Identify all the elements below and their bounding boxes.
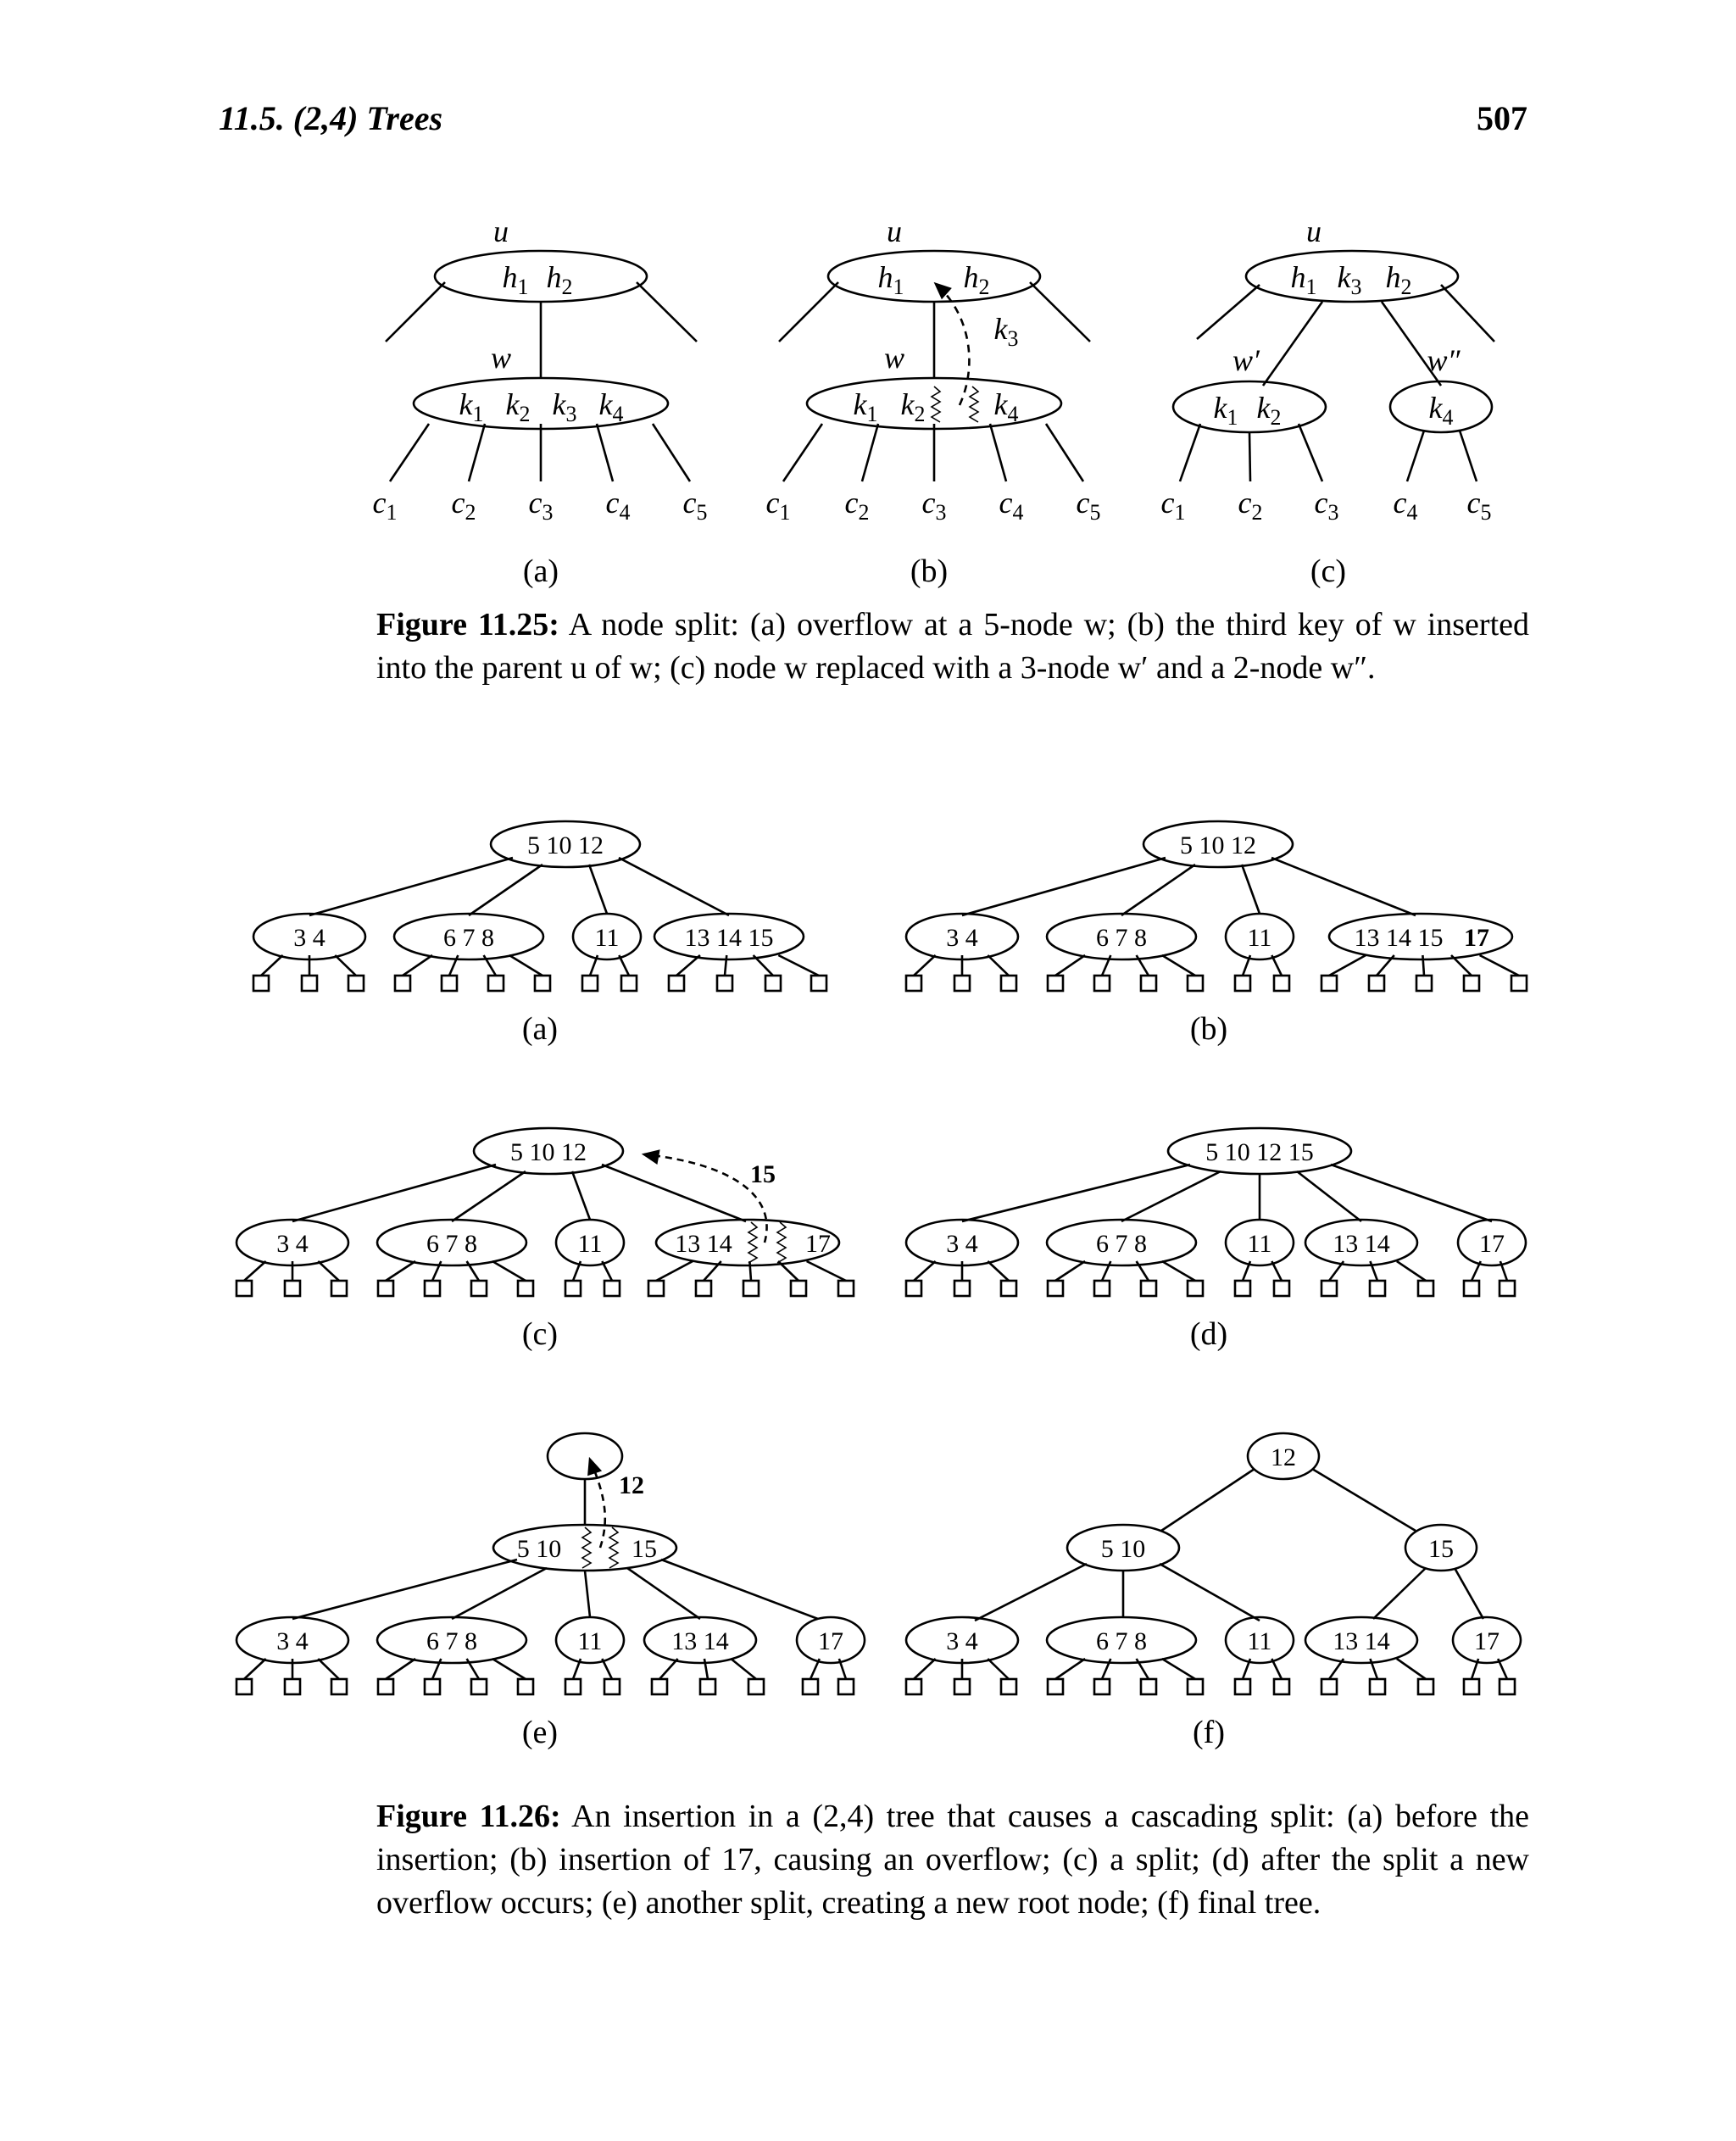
leaf-edge	[386, 1261, 415, 1281]
root-keys: 5 10 12 15	[1205, 1138, 1314, 1166]
node-keys: 11	[577, 1230, 603, 1258]
leaf-square	[1235, 976, 1250, 991]
tree-edge	[585, 1571, 590, 1617]
node-u	[828, 251, 1040, 302]
leaf-square	[1418, 1679, 1433, 1694]
leaf-square	[471, 1679, 487, 1694]
tree-edge	[469, 865, 542, 915]
leaf-edge	[619, 955, 629, 976]
child-edge	[390, 424, 429, 481]
child-c2: $c_2$	[1238, 486, 1263, 525]
panel-label-f: (f)	[1193, 1715, 1225, 1750]
child-edge	[653, 424, 690, 481]
node-keys: 6 7 8	[1096, 1627, 1147, 1655]
child-c3: $c_3$	[1314, 486, 1339, 525]
edge	[779, 282, 838, 342]
leaf-edge	[1498, 1659, 1507, 1679]
split-right-keys: 17	[805, 1230, 831, 1258]
leaf-square	[1370, 1679, 1385, 1694]
node-keys: 13 14 15	[1354, 924, 1444, 952]
tree-edge	[975, 1564, 1087, 1621]
leaf-edge	[1271, 1659, 1282, 1679]
tree-edge	[1161, 1469, 1255, 1531]
key-k4: $k_4$	[993, 387, 1019, 426]
leaf-edge	[1162, 1261, 1195, 1281]
leaf-edge	[1397, 1659, 1426, 1679]
leaf-square	[378, 1281, 393, 1296]
leaf-square	[1094, 1679, 1110, 1694]
node-w1	[1173, 381, 1326, 432]
leaf-square	[236, 1281, 252, 1296]
node-w	[414, 378, 668, 429]
edge	[1030, 282, 1090, 342]
tree-edge	[292, 1560, 517, 1619]
moved-key: 12	[619, 1471, 644, 1499]
leaf-edge	[1329, 1659, 1344, 1679]
leaf-square	[1048, 1679, 1063, 1694]
child-c2: $c_2$	[844, 486, 870, 525]
leaf-square	[1464, 1281, 1479, 1296]
leaf-edge	[244, 1261, 266, 1281]
child-c5: $c_5$	[1466, 486, 1492, 525]
leaf-square	[518, 1281, 533, 1296]
panel-label-c: (c)	[1310, 553, 1347, 589]
leaf-square	[331, 1281, 347, 1296]
leaf-square	[1321, 1679, 1337, 1694]
leaf-edge	[988, 955, 1009, 976]
leaf-square	[717, 976, 732, 991]
leaf-edge	[656, 1261, 693, 1281]
new-root-node	[548, 1433, 622, 1479]
leaf-edge	[749, 1261, 751, 1281]
figure-11-25-text: A node split: (a) overflow at a 5-node w; (b) the third key of w inserted into the parent u of w; (c) node w replaced with a 3-node w′ and a 2-node w″.	[376, 607, 1529, 686]
node-u-label: u	[887, 214, 902, 248]
leaf-edge	[602, 1261, 612, 1281]
leaf-square	[954, 976, 970, 991]
leaf-edge	[807, 1261, 846, 1281]
leaf-square	[378, 1679, 393, 1694]
leaf-edge	[914, 1659, 936, 1679]
node-keys: 3 4	[946, 1230, 978, 1258]
leaf-square	[425, 1679, 440, 1694]
split-zigzag-left	[932, 386, 940, 422]
split-left-keys: 5 10	[516, 1535, 562, 1563]
leaf-square	[1370, 1281, 1385, 1296]
leaf-square	[425, 1281, 440, 1296]
panel-label-b: (b)	[910, 553, 949, 589]
child-c4: $c_4$	[605, 486, 631, 525]
running-head-section: 11.5. (2,4) Trees	[219, 99, 443, 137]
leaf-edge	[403, 955, 432, 976]
leaf-edge	[1162, 1659, 1195, 1679]
tree-edge	[1373, 1568, 1426, 1619]
leaf-edge	[1271, 1261, 1282, 1281]
node-keys: 11	[1247, 924, 1272, 952]
leaf-square	[954, 1281, 970, 1296]
leaf-edge	[244, 1659, 266, 1679]
key-k1: $k_1$	[1213, 391, 1238, 430]
child-edge	[783, 424, 822, 481]
key-k1: $k_1$	[853, 387, 878, 426]
leaf-square	[652, 1679, 667, 1694]
leaf-edge	[1162, 955, 1195, 976]
moved-key: 15	[750, 1160, 776, 1188]
tree-edge	[1312, 1469, 1416, 1531]
edge	[1441, 285, 1494, 342]
leaf-edge	[602, 1659, 612, 1679]
leaf-square	[803, 1679, 818, 1694]
leaf-edge	[1422, 955, 1424, 976]
root-keys: 5 10 12	[510, 1138, 587, 1166]
leaf-square	[236, 1679, 252, 1694]
key-k4: $k_4$	[598, 387, 624, 426]
leaf-square	[696, 1281, 711, 1296]
leaf-edge	[1055, 1659, 1085, 1679]
leaf-square	[302, 976, 317, 991]
leaf-edge	[1055, 1261, 1085, 1281]
key-k2: $k_2$	[505, 387, 531, 426]
node-keys: 6 7 8	[443, 924, 494, 952]
node-w-label: w	[490, 341, 512, 375]
key-k4: $k_4$	[1428, 391, 1454, 430]
leaf-edge	[492, 1659, 526, 1679]
leaf-square	[535, 976, 550, 991]
panel-label-d: (d)	[1189, 1316, 1228, 1352]
tree-edge	[452, 1568, 547, 1619]
leaf-square	[906, 1281, 921, 1296]
leaf-square	[253, 976, 269, 991]
node-keys: 6 7 8	[1096, 1230, 1147, 1258]
node-w1-label: w′	[1232, 343, 1260, 377]
inserted-key: 17	[1464, 924, 1489, 952]
child-edge	[1180, 424, 1200, 481]
moved-key-k3: $k_3$	[993, 312, 1019, 351]
leaf-square	[285, 1679, 300, 1694]
leaf-edge	[676, 955, 700, 976]
node-keys: 13 14 15	[684, 924, 774, 952]
leaf-square	[285, 1281, 300, 1296]
tree-edge	[452, 1171, 526, 1221]
leaf-square	[1321, 1281, 1337, 1296]
key-h2: $h_2$	[1385, 260, 1412, 299]
leaf-square	[1188, 1679, 1203, 1694]
leaf-square	[906, 1679, 921, 1694]
figure-11-26-label: Figure 11.26:	[376, 1799, 561, 1834]
key-h1: $h_1$	[877, 260, 904, 299]
tree-edge	[1297, 1171, 1361, 1221]
tree-edge	[1331, 1165, 1492, 1221]
leaf-edge	[335, 955, 356, 976]
tree-edge	[1455, 1568, 1483, 1619]
node-keys: 3 4	[293, 924, 326, 952]
tree-edge	[589, 865, 607, 914]
mid-right-keys: 15	[1428, 1535, 1454, 1563]
node-keys: 13 14	[671, 1627, 729, 1655]
child-c3: $c_3$	[528, 486, 554, 525]
leaf-square	[1141, 1281, 1156, 1296]
leaf-square	[1464, 976, 1479, 991]
promotion-arrow-head	[644, 1151, 659, 1163]
node-keys: 3 4	[946, 924, 978, 952]
key-k1: $k_1$	[459, 387, 484, 426]
leaf-square	[700, 1679, 715, 1694]
leaf-square	[1274, 976, 1289, 991]
child-edge	[1249, 432, 1250, 481]
node-keys: 17	[1479, 1230, 1505, 1258]
leaf-square	[1321, 976, 1337, 991]
figure-11-26-caption	[376, 1795, 1529, 1925]
key-h2: $h_2$	[963, 260, 990, 299]
page-number: 507	[1477, 99, 1527, 137]
node-w2-label: w″	[1427, 343, 1461, 377]
leaf-square	[906, 976, 921, 991]
child-edge	[1299, 424, 1322, 481]
node-keys: 17	[818, 1627, 843, 1655]
leaf-square	[1418, 1281, 1433, 1296]
edge	[637, 282, 697, 342]
leaf-square	[1500, 1679, 1515, 1694]
leaf-square	[954, 1679, 970, 1694]
leaf-square	[1511, 976, 1527, 991]
leaf-edge	[318, 1659, 339, 1679]
leaf-square	[1094, 1281, 1110, 1296]
tree-edge	[1160, 1564, 1260, 1621]
root-keys: 5 10 12	[1180, 831, 1256, 859]
leaf-square	[1235, 1679, 1250, 1694]
root-keys: 12	[1271, 1443, 1296, 1471]
leaf-edge	[725, 955, 726, 976]
figure-11-25-label: Figure 11.25:	[376, 607, 559, 642]
node-keys: 11	[577, 1627, 603, 1655]
key-k3: $k_3$	[1337, 260, 1362, 299]
edge-to-w1	[1263, 302, 1322, 386]
leaf-square	[765, 976, 781, 991]
leaf-edge	[1329, 955, 1366, 976]
leaf-square	[1235, 1281, 1250, 1296]
leaf-edge	[988, 1659, 1009, 1679]
child-c5: $c_5$	[1076, 486, 1101, 525]
child-c4: $c_4$	[1393, 486, 1418, 525]
leaf-edge	[509, 955, 542, 976]
tree-edge	[572, 1171, 590, 1220]
tree-edge	[1271, 858, 1416, 915]
node-keys: 11	[1247, 1230, 1272, 1258]
leaf-square	[518, 1679, 533, 1694]
child-c5: $c_5$	[682, 486, 708, 525]
leaf-edge	[914, 955, 936, 976]
leaf-square	[669, 976, 684, 991]
tree-edge	[661, 1560, 818, 1619]
node-keys: 6 7 8	[426, 1230, 477, 1258]
panel-label-e: (e)	[521, 1715, 559, 1750]
root-keys: 5 10 12	[527, 831, 604, 859]
child-edge	[1046, 424, 1083, 481]
leaf-square	[1094, 976, 1110, 991]
leaf-square	[1274, 1281, 1289, 1296]
leaf-square	[1001, 1679, 1016, 1694]
split-zigzag-right	[970, 386, 978, 422]
leaf-square	[604, 1281, 620, 1296]
leaf-square	[488, 976, 504, 991]
node-keys: 6 7 8	[1096, 924, 1147, 952]
key-h1: $h_1$	[1290, 260, 1317, 299]
key-k2: $k_2$	[900, 387, 926, 426]
leaf-edge	[731, 1659, 756, 1679]
key-h1: $h_1$	[502, 260, 529, 299]
node-u	[435, 251, 647, 302]
leaf-edge	[754, 955, 773, 976]
tree-edge	[962, 1165, 1190, 1221]
leaf-edge	[1472, 1261, 1481, 1281]
leaf-edge	[810, 1659, 820, 1679]
child-c3: $c_3$	[921, 486, 947, 525]
split-zigzag-left	[748, 1222, 757, 1263]
mid-left-keys: 5 10	[1100, 1535, 1146, 1563]
child-c1: $c_1$	[1160, 486, 1186, 525]
node-keys: 11	[1247, 1627, 1272, 1655]
split-left-keys: 13 14	[675, 1230, 732, 1258]
leaf-square	[331, 1679, 347, 1694]
tree-edge	[619, 858, 729, 915]
leaf-square	[1141, 976, 1156, 991]
leaf-edge	[1397, 1261, 1426, 1281]
leaf-square	[648, 1281, 664, 1296]
child-edge	[862, 424, 878, 481]
child-edge	[1460, 431, 1477, 481]
split-zigzag-right	[609, 1527, 618, 1568]
tree-edge	[1242, 865, 1260, 914]
split-zigzag-right	[777, 1222, 786, 1263]
node-keys: 17	[1474, 1627, 1500, 1655]
leaf-edge	[386, 1659, 415, 1679]
leaf-edge	[988, 1261, 1009, 1281]
promotion-arrow-head	[589, 1460, 600, 1474]
leaf-square	[1001, 976, 1016, 991]
leaf-square	[565, 1679, 581, 1694]
panel-label-c: (c)	[521, 1316, 559, 1352]
split-right-keys: 15	[632, 1535, 657, 1563]
child-edge	[990, 424, 1006, 481]
leaf-square	[1188, 976, 1203, 991]
key-k3: $k_3$	[552, 387, 577, 426]
key-k2: $k_2$	[1256, 391, 1282, 430]
leaf-square	[582, 976, 598, 991]
leaf-square	[621, 976, 637, 991]
child-c1: $c_1$	[765, 486, 791, 525]
leaf-edge	[1271, 955, 1282, 976]
leaf-square	[1141, 1679, 1156, 1694]
leaf-edge	[778, 955, 819, 976]
node-keys: 6 7 8	[426, 1627, 477, 1655]
leaf-edge	[261, 955, 283, 976]
leaf-square	[1048, 976, 1063, 991]
leaf-edge	[1480, 955, 1519, 976]
node-w	[807, 378, 1061, 429]
child-c4: $c_4$	[999, 486, 1024, 525]
child-edge	[1407, 431, 1424, 481]
leaf-square	[838, 1679, 854, 1694]
panel-label-a: (a)	[521, 1011, 559, 1047]
figure-11-26-text: An insertion in a (2,4) tree that causes a cascading split: (a) before the insertion; (b) insertion of 17, causing an overflow; (c) a split; (d) after the split a new overflow occurs; (e) another split, creating a new root node; (f) final tree.	[376, 1799, 1530, 1921]
child-c2: $c_2$	[451, 486, 476, 525]
leaf-square	[604, 1679, 620, 1694]
tree-edge	[1121, 865, 1195, 915]
child-edge	[469, 424, 485, 481]
node-keys: 3 4	[276, 1230, 309, 1258]
node-u-label: u	[493, 214, 509, 248]
leaf-square	[348, 976, 364, 991]
child-edge	[597, 424, 613, 481]
key-h2: $h_2$	[546, 260, 573, 299]
node-keys: 3 4	[946, 1627, 978, 1655]
leaf-square	[1500, 1281, 1515, 1296]
leaf-square	[565, 1281, 581, 1296]
edge	[386, 282, 445, 342]
leaf-square	[1464, 1679, 1479, 1694]
leaf-edge	[659, 1659, 678, 1679]
panel-label-b: (b)	[1189, 1011, 1228, 1047]
leaf-square	[395, 976, 410, 991]
leaf-square	[743, 1281, 759, 1296]
leaf-edge	[1055, 955, 1085, 976]
leaf-square	[791, 1281, 806, 1296]
leaf-square	[1001, 1281, 1016, 1296]
leaf-square	[1416, 976, 1432, 991]
leaf-square	[1274, 1679, 1289, 1694]
node-keys: 3 4	[276, 1627, 309, 1655]
leaf-edge	[914, 1261, 936, 1281]
split-zigzag-left	[582, 1527, 591, 1568]
leaf-square	[1369, 976, 1384, 991]
leaf-square	[442, 976, 457, 991]
leaf-edge	[492, 1261, 526, 1281]
tree-edge	[627, 1568, 700, 1619]
panel-label-a: (a)	[522, 553, 559, 589]
leaf-square	[471, 1281, 487, 1296]
leaf-square	[811, 976, 826, 991]
edge	[1197, 285, 1260, 339]
leaf-square	[838, 1281, 854, 1296]
leaf-edge	[318, 1261, 339, 1281]
leaf-edge	[1451, 955, 1472, 976]
child-c1: $c_1$	[372, 486, 398, 525]
node-keys: 11	[594, 924, 620, 952]
leaf-square	[748, 1679, 764, 1694]
leaf-square	[1048, 1281, 1063, 1296]
figure-11-25-caption	[376, 603, 1529, 690]
node-u-label: u	[1306, 214, 1321, 248]
node-keys: 13 14	[1333, 1627, 1390, 1655]
node-w-label: w	[883, 341, 905, 375]
leaf-square	[1188, 1281, 1203, 1296]
node-keys: 13 14	[1333, 1230, 1390, 1258]
